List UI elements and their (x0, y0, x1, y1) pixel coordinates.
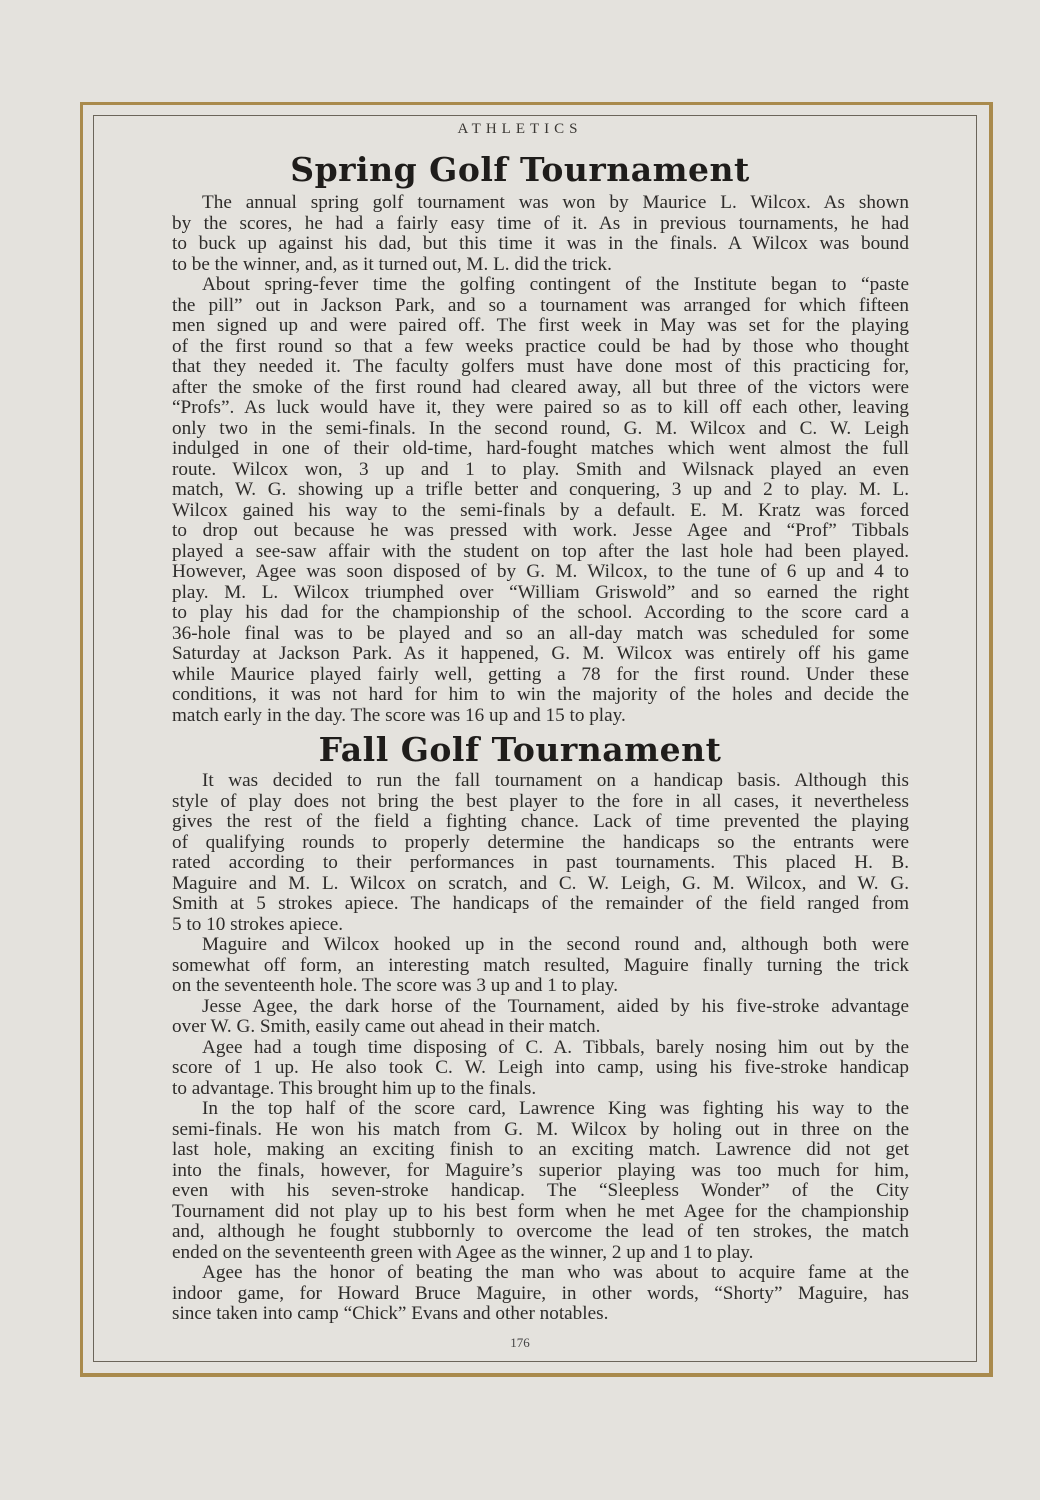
fall-section-body (172, 771, 909, 1325)
paragraph (172, 1038, 909, 1100)
text-line: played a see-saw affair with the student on top after the last hole had been played. (172, 541, 909, 562)
text-line: over W. G. Smith, easily came out ahead in their match. (172, 1017, 601, 1037)
paragraph (172, 1099, 909, 1263)
text-line: Saturday at Jackson Park. As it happened, G. M. Wilcox was entirely off his game (172, 644, 909, 664)
text-line: match, W. G. showing up a trifle better and conquering, 3 up and 2 to play. M. L. (172, 480, 909, 500)
text-line: match early in the day. The score was 16 up and 15 to play. (172, 705, 626, 726)
text-line: conditions, it was not hard for him to win the majority of the holes and decide the (172, 685, 909, 705)
paragraph (172, 193, 909, 275)
text-line: play. M. L. Wilcox triumphed over “William Griswold” and so earned the right (172, 582, 909, 603)
text-line: while Maurice played fairly well, getting a 78 for the first round. Under these (172, 664, 909, 685)
running-header: ATHLETICS (457, 121, 583, 137)
text-line: indoor game, for Howard Bruce Maguire, in other words, “Shorty” Maguire, has (172, 1283, 909, 1304)
text-line: route. Wilcox won, 3 up and 1 to play. Smith and Wilsnack played an even (172, 459, 909, 480)
text-line: Smith at 5 strokes apiece. The handicaps of the remainder of the field ranged from (172, 894, 909, 914)
text-line: Maguire and Wilcox hooked up in the second round and, although both were (202, 935, 909, 955)
text-line: to be the winner, and, as it turned out, M. L. did the trick. (172, 254, 612, 275)
text-line: after the smoke of the first round had cleared away, all but three of the victors were (172, 377, 909, 398)
text-line: “Profs”. As luck would have it, they were paired so as to kill off each other, leaving (172, 398, 909, 418)
paragraph (172, 771, 909, 935)
text-line: to advantage. This brought him up to the finals. (172, 1078, 537, 1099)
text-line: Wilcox gained his way to the semi-finals by a default. E. M. Kratz was forced (172, 500, 909, 521)
text-line: into the finals, however, for Maguire’s superior playing was too much for him, (172, 1160, 909, 1181)
text-line: only two in the semi-finals. In the second round, G. M. Wilcox and C. W. Leigh (172, 418, 909, 439)
page-number: 176 (510, 1335, 530, 1350)
text-line: Maguire and M. L. Wilcox on scratch, and C. W. Leigh, G. M. Wilcox, and W. G. (172, 873, 909, 894)
text-line: that they needed it. The faculty golfers must have done most of this practicing for, (172, 357, 909, 377)
text-line: Agee has the honor of beating the man who was about to acquire fame at the (202, 1263, 909, 1283)
text-line: last hole, making an exciting finish to an exciting match. Lawrence did not get (172, 1140, 909, 1160)
text-line: Agee had a tough time disposing of C. A. Tibbals, barely nosing him out by the (202, 1037, 909, 1058)
paragraph (172, 1263, 909, 1325)
text-line: to play his dad for the championship of the school. According to the score card a (172, 603, 909, 623)
paragraph (172, 935, 909, 997)
text-line: gives the rest of the field a fighting chance. Lack of time prevented the playing (172, 812, 909, 832)
text-line: of qualifying rounds to properly determine the handicaps so the entrants were (172, 832, 909, 853)
text-line: men signed up and were paired off. The first week in May was set for the playing (172, 316, 909, 336)
text-line: of the first round so that a few weeks practice could be had by those who thought (172, 336, 909, 357)
paragraph (172, 275, 909, 726)
text-line: rated according to their performances in past tournaments. This placed H. B. (172, 853, 909, 873)
text-line: ended on the seventeenth green with Agee as the winner, 2 up and 1 to play. (172, 1242, 754, 1263)
text-line: somewhat off form, an interesting match resulted, Maguire finally turning the trick (172, 955, 909, 976)
text-line: indulged in one of their old-time, hard-fought matches which went almost the full (172, 439, 909, 459)
text-line: Jesse Agee, the dark horse of the Tournament, aided by his five-stroke advantage (202, 996, 909, 1017)
text-line: to drop out because he was pressed with work. Jesse Agee and “Prof” Tibbals (172, 521, 909, 541)
text-line: 5 to 10 strokes apiece. (172, 914, 344, 935)
text-line: to buck up against his dad, but this time it was in the finals. A Wilcox was bound (172, 234, 909, 254)
text-line: However, Agee was soon disposed of by G. M. Wilcox, to the tune of 6 up and 4 to (172, 562, 909, 582)
text-line: even with his seven-stroke handicap. The “Sleepless Wonder” of the City (172, 1181, 909, 1201)
paragraph (172, 997, 909, 1038)
text-line: In the top half of the score card, Lawrence King was fighting his way to the (202, 1099, 909, 1119)
text-line: and, although he fought stubbornly to overcome the lead of ten strokes, the match (172, 1222, 909, 1242)
spring-section-body (172, 193, 909, 726)
text-line: semi-finals. He won his match from G. M. Wilcox by holing out in three on the (172, 1119, 909, 1140)
text-line: the pill” out in Jackson Park, and so a tournament was arranged for which fifteen (172, 295, 909, 316)
text-line: 36-hole final was to be played and so an all-day match was scheduled for some (172, 623, 909, 644)
spring-section-title: Spring Golf Tournament (290, 150, 750, 189)
fall-section-title: Fall Golf Tournament (318, 730, 722, 769)
text-line: It was decided to run the fall tournament on a handicap basis. Although this (202, 771, 909, 791)
text-line: by the scores, he had a fairly easy time of it. As in previous tournaments, he had (172, 213, 909, 234)
text-line: The annual spring golf tournament was won by Maurice L. Wilcox. As shown (202, 193, 909, 213)
text-line: on the seventeenth hole. The score was 3 up and 1 to play. (172, 976, 618, 996)
text-line: Tournament did not play up to his best form when he met Agee for the championship (172, 1201, 909, 1222)
text-line: since taken into camp “Chick” Evans and other notables. (172, 1304, 609, 1324)
text-line: score of 1 up. He also took C. W. Leigh into camp, using his five-stroke handicap (172, 1058, 909, 1078)
text-line: style of play does not bring the best player to the fore in all cases, it nevertheless (172, 791, 909, 812)
text-line: About spring-fever time the golfing contingent of the Institute began to “paste (202, 275, 909, 295)
